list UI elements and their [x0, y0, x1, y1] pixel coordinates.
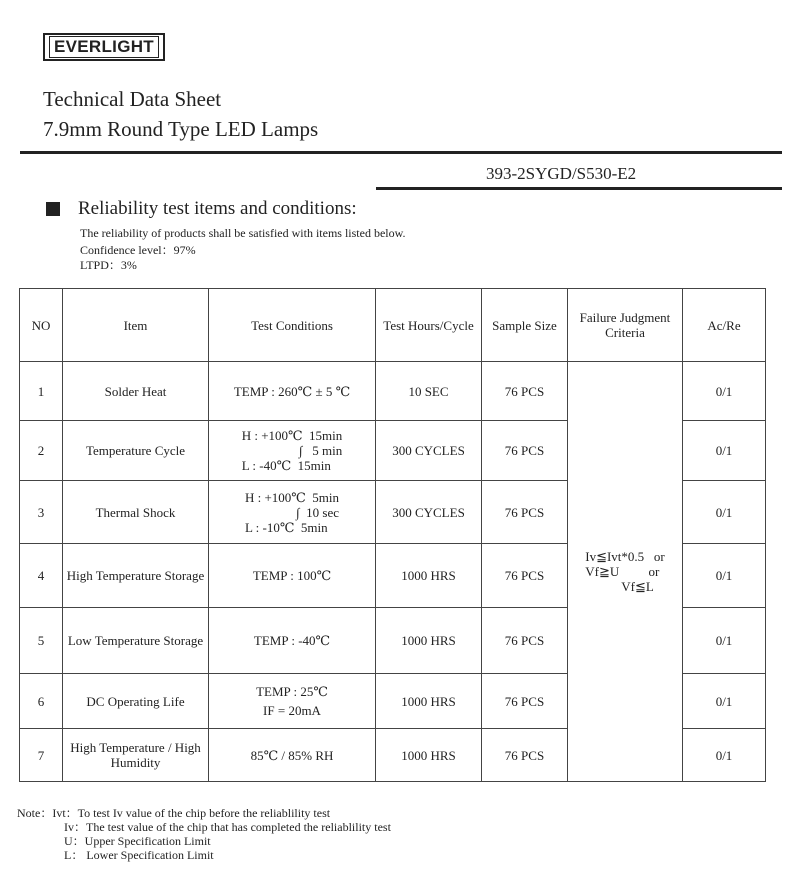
cell-hours: 1000 HRS — [376, 544, 482, 608]
cell-sample: 76 PCS — [482, 481, 568, 544]
cell-hours: 300 CYCLES — [376, 421, 482, 481]
cell-no: 2 — [20, 421, 63, 481]
header-conditions: Test Conditions — [209, 289, 376, 362]
condition-transition: ∫ 10 sec — [296, 504, 340, 520]
cell-no: 5 — [20, 608, 63, 674]
cell-conditions: TEMP : -40℃ — [209, 608, 376, 674]
logo-text: EVERLIGHT — [49, 36, 159, 58]
cell-item: Low Temperature Storage — [63, 608, 209, 674]
cell-hours: 1000 HRS — [376, 729, 482, 782]
cell-sample: 76 PCS — [482, 362, 568, 421]
cell-acre: 0/1 — [683, 421, 766, 481]
header-criteria: Failure Judgment Criteria — [568, 289, 683, 362]
criteria-line-3: Vf≦L — [621, 579, 654, 594]
table-header-row — [20, 289, 766, 362]
cell-conditions — [209, 421, 376, 481]
cell-sample: 76 PCS — [482, 608, 568, 674]
cell-hours: 1000 HRS — [376, 608, 482, 674]
condition-current: IF = 20mA — [263, 703, 321, 718]
part-divider — [376, 187, 782, 190]
top-divider — [20, 151, 782, 154]
cell-acre: 0/1 — [683, 729, 766, 782]
cell-acre: 0/1 — [683, 674, 766, 729]
cell-sample: 76 PCS — [482, 674, 568, 729]
cell-conditions — [209, 674, 376, 729]
note-line-3: U：Upper Specification Limit — [64, 834, 211, 848]
cell-sample: 76 PCS — [482, 421, 568, 481]
cell-item: Thermal Shock — [63, 481, 209, 544]
cell-acre: 0/1 — [683, 608, 766, 674]
header-no: NO — [20, 289, 63, 362]
cell-no: 6 — [20, 674, 63, 729]
document-title — [43, 84, 318, 144]
cell-acre: 0/1 — [683, 362, 766, 421]
condition-temp: TEMP : 25℃ — [256, 684, 328, 699]
header-sample: Sample Size — [482, 289, 568, 362]
condition-transition: ∫ 5 min — [299, 443, 343, 458]
cell-conditions: 85℃ / 85% RH — [209, 729, 376, 782]
part-number: 393-2SYGD/S530-E2 — [486, 164, 637, 183]
section-intro — [80, 225, 406, 276]
cell-no: 1 — [20, 362, 63, 421]
confidence-level: Confidence level：97% — [80, 243, 196, 257]
condition-high: H : +100℃ 5min — [244, 489, 340, 505]
ltpd: LTPD：3% — [80, 258, 137, 272]
header-acre: Ac/Re — [683, 289, 766, 362]
cell-hours: 300 CYCLES — [376, 481, 482, 544]
cell-conditions: TEMP : 100℃ — [209, 544, 376, 608]
cell-conditions: TEMP : 260℃ ± 5 ℃ — [209, 362, 376, 421]
cell-sample: 76 PCS — [482, 729, 568, 782]
table-row — [20, 362, 766, 421]
cell-acre: 0/1 — [683, 544, 766, 608]
header-item: Item — [63, 289, 209, 362]
header-hours: Test Hours/Cycle — [376, 289, 482, 362]
bullet-square-icon — [46, 202, 60, 216]
reliability-table — [19, 288, 766, 782]
section-heading-text: Reliability test items and conditions: — [78, 198, 357, 219]
title-line-1: Technical Data Sheet — [43, 87, 222, 111]
cell-hours: 10 SEC — [376, 362, 482, 421]
notes — [17, 806, 391, 862]
intro-text: The reliability of products shall be satisfied with items listed below. — [80, 226, 406, 240]
cell-hours: 1000 HRS — [376, 674, 482, 729]
condition-low: L : -10℃ 5min — [244, 519, 328, 535]
cell-criteria — [568, 362, 683, 782]
cell-item: High Temperature / High Humidity — [63, 729, 209, 782]
cell-item: DC Operating Life — [63, 674, 209, 729]
title-line-2: 7.9mm Round Type LED Lamps — [43, 117, 319, 141]
note-line-1: Note：Ivt：To test Iv value of the chip before the reliablility test — [17, 806, 331, 820]
note-line-4: L： Lower Specification Limit — [64, 848, 214, 862]
cell-no: 7 — [20, 729, 63, 782]
condition-high: H : +100℃ 15min — [241, 428, 343, 443]
cell-conditions — [209, 481, 376, 544]
condition-low: L : -40℃ 15min — [241, 458, 331, 473]
cell-item: Temperature Cycle — [63, 421, 209, 481]
cell-sample: 76 PCS — [482, 544, 568, 608]
everlight-logo — [43, 33, 165, 61]
cell-no: 3 — [20, 481, 63, 544]
section-heading — [46, 198, 357, 220]
cell-no: 4 — [20, 544, 63, 608]
cell-item: High Temperature Storage — [63, 544, 209, 608]
note-line-2: Iv：The test value of the chip that has completed the reliablility test — [64, 820, 391, 834]
cell-acre: 0/1 — [683, 481, 766, 544]
criteria-line-2: Vf≧U or — [585, 564, 660, 579]
criteria-line-1: Iv≦Ivt*0.5 or — [585, 549, 665, 564]
cell-item: Solder Heat — [63, 362, 209, 421]
